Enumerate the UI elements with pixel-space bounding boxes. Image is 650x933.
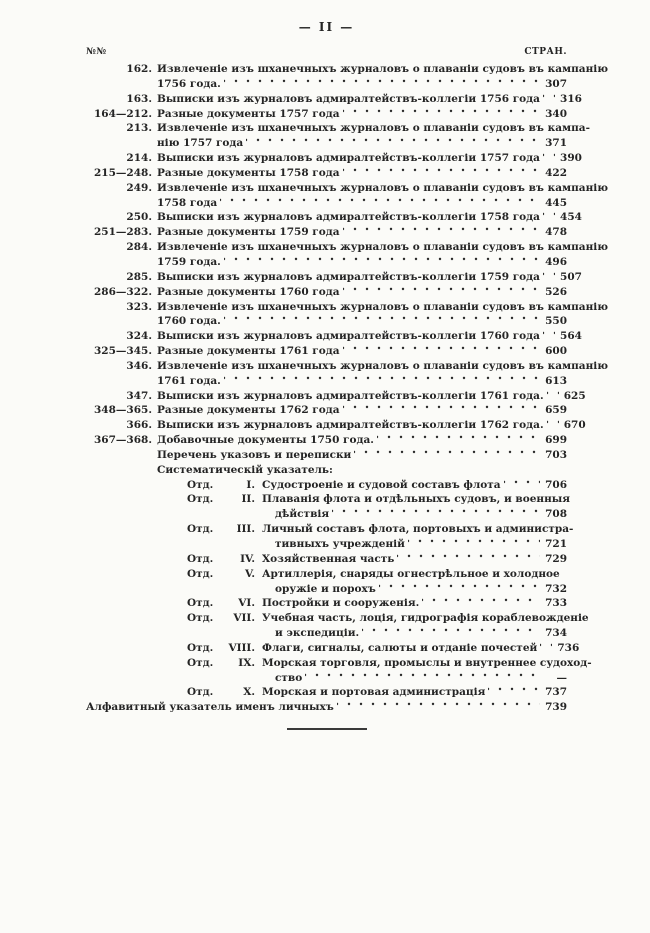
toc-entry-text: 1761 года.: [157, 374, 221, 387]
section-numeral: III.: [236, 523, 255, 536]
page-number: 703: [545, 448, 567, 461]
toc-entry-body: [157, 685, 567, 700]
toc-entry-body: [157, 121, 590, 151]
toc-entry-text: Морская торговля, промыслы и внутреннее судоход-: [262, 656, 592, 669]
toc-entry-lastline: [157, 433, 567, 448]
dot-leader: [422, 596, 540, 611]
page-number: 507: [560, 270, 582, 283]
page-number: 732: [545, 582, 567, 595]
toc-entry-number: 347.: [126, 389, 152, 402]
toc-entry-text: Разные документы 1757 года: [157, 107, 340, 120]
dot-leader: [543, 151, 555, 166]
toc-row: [86, 700, 567, 715]
toc-entry-number: 285.: [126, 270, 152, 283]
toc-entry-lastline: [157, 403, 567, 418]
toc-entry-lastline: [157, 344, 567, 359]
toc-entry-body: [157, 166, 567, 181]
toc-entry-body: [157, 329, 582, 344]
toc-entry-lastline: [157, 210, 582, 225]
toc-entry-body: [157, 478, 567, 493]
toc-entry-lastline: [157, 448, 567, 463]
dot-leader: [547, 418, 559, 433]
toc-entry-text: Выписки изъ журналовъ адмиралтействъ-коллегіи 1762 года.: [157, 419, 544, 432]
toc-section-line: [157, 492, 571, 507]
toc-row: [86, 92, 582, 107]
page-number: 454: [560, 211, 582, 224]
toc-row: [86, 478, 567, 493]
toc-row: [86, 300, 609, 330]
toc-entry-number: [86, 492, 157, 522]
toc-row: [86, 433, 567, 448]
page-number: 600: [545, 345, 567, 358]
toc-entry-number: [86, 522, 157, 552]
toc-entry-body: [157, 107, 567, 122]
end-rule: [287, 728, 367, 730]
toc-entry-text: Извлеченіе изъ шханечныхъ журналовъ о плаваніи судовъ въ кампанію: [157, 359, 609, 372]
toc-entry-text: Разные документы 1759 года: [157, 226, 340, 239]
toc-entry-body: [157, 403, 567, 418]
toc-row: [86, 121, 590, 151]
dot-leader: [224, 77, 540, 92]
toc-entry-body: [157, 270, 582, 285]
page-number: 670: [563, 419, 586, 432]
page-number: 699: [545, 434, 567, 447]
toc-row: [86, 270, 582, 285]
text-block: [86, 20, 609, 730]
toc-entry-number: 215—248.: [94, 166, 152, 179]
toc-entry-text: Флаги, сигналы, салюты и отданіе почестей: [262, 641, 538, 654]
dot-leader: [540, 641, 552, 656]
toc-entry-text: нію 1757 года: [157, 137, 244, 150]
toc-entry-body: [157, 300, 609, 330]
toc-row: [86, 463, 567, 478]
section-numeral: IX.: [238, 656, 255, 669]
page-number: 340: [545, 107, 567, 120]
page-number: 526: [545, 285, 567, 298]
section-numeral: IV.: [240, 552, 255, 565]
toc-entry-number: [86, 656, 157, 686]
section-numeral: X.: [243, 686, 255, 699]
page-number: 739: [545, 701, 567, 714]
dot-leader: [547, 389, 559, 404]
toc-list: [86, 62, 609, 715]
toc-entry-body: [157, 151, 582, 166]
toc-entry-body: [157, 596, 567, 611]
page-number: 371: [545, 137, 567, 150]
toc-entry-text: Выписки изъ журналовъ адмиралтействъ-коллегіи 1757 года: [157, 152, 540, 165]
toc-entry-number: [86, 478, 157, 493]
toc-entry-number: 163.: [126, 92, 152, 105]
toc-entry-body: [157, 389, 586, 404]
toc-entry-body: [157, 567, 567, 597]
dot-leader: [246, 136, 540, 151]
toc-entry-text: Алфавитный указатель именъ личныхъ: [86, 701, 334, 714]
toc-entry-text: Добавочные документы 1750 года.: [157, 434, 374, 447]
page-number: 316: [560, 92, 582, 105]
section-label: Отд.: [187, 493, 214, 506]
page-number: 729: [545, 552, 567, 565]
toc-row: [86, 567, 567, 597]
page-number: 390: [560, 152, 582, 165]
toc-entry-number: [86, 596, 157, 611]
section-numeral: VII.: [233, 612, 255, 625]
toc-entry-text: Извлеченіе изъ шханечныхъ журналовъ о плаваніи судовъ въ кампанію: [157, 63, 609, 75]
toc-entry-lastline: [157, 92, 582, 107]
toc-entry-body: [157, 62, 609, 92]
toc-entry-text: дѣйствія: [275, 508, 330, 521]
dot-leader: [343, 166, 540, 181]
toc-entry-text: Плаванія флота и отдѣльныхъ судовъ, и военныя: [262, 493, 571, 506]
toc-entry-text: оружіе и порохъ: [275, 582, 376, 595]
toc-entry-lastline: [157, 270, 582, 285]
toc-row: [86, 492, 571, 522]
toc-entry-lastline: [157, 136, 567, 151]
section-label: Отд.: [187, 523, 214, 536]
toc-entry-number: [86, 448, 157, 463]
section-label: Отд.: [187, 641, 214, 654]
toc-entry-body: [157, 418, 586, 433]
toc-entry-text: Выписки изъ журналовъ адмиралтействъ-коллегіи 1761 года.: [157, 389, 544, 402]
toc-entry-number: 286—322.: [94, 285, 152, 298]
page-number: 734: [545, 627, 567, 640]
dot-leader: [379, 582, 540, 597]
section-numeral: VIII.: [228, 641, 255, 654]
toc-row: [86, 344, 567, 359]
dot-leader: [504, 478, 540, 493]
toc-row: [86, 418, 586, 433]
toc-row: [86, 403, 567, 418]
toc-entry-number: 367—368.: [94, 434, 152, 447]
section-numeral: VI.: [238, 597, 255, 610]
toc-section-line: [157, 552, 567, 567]
dot-leader: [397, 552, 540, 567]
toc-entry-number: 250.: [126, 211, 152, 224]
toc-entry-text: 1756 года.: [157, 77, 221, 90]
section-numeral: II.: [241, 493, 255, 506]
dot-leader: [543, 270, 555, 285]
toc-section-line: [157, 685, 567, 700]
toc-entry-body: [157, 448, 567, 463]
toc-row: [86, 656, 592, 686]
toc-entry-body: [86, 700, 567, 715]
toc-entry-text: Выписки изъ журналовъ адмиралтействъ-коллегіи 1756 года: [157, 92, 540, 105]
toc-entry-lastline: [157, 285, 567, 300]
page-column-header: СТРАН.: [524, 47, 567, 57]
toc-section-line: [157, 626, 567, 641]
toc-row: [86, 285, 567, 300]
toc-section-line: [157, 611, 589, 626]
toc-entry-lastline: [157, 196, 567, 211]
toc-row: [86, 107, 567, 122]
toc-row: [86, 552, 567, 567]
page-number: 564: [560, 330, 582, 343]
toc-row: [86, 685, 567, 700]
page-number: 736: [557, 641, 580, 654]
toc-row: [86, 596, 567, 611]
toc-entry-text: Артиллерія, снаряды огнестрѣльное и холодное: [262, 567, 560, 580]
page-number: 478: [545, 226, 567, 239]
toc-entry-body: [157, 522, 574, 552]
page-number: 422: [545, 166, 567, 179]
toc-entry-lastline: [157, 255, 567, 270]
page-number: —: [556, 671, 567, 684]
dot-leader: [543, 210, 555, 225]
toc-entry-number: [86, 611, 157, 641]
section-label: Отд.: [187, 478, 214, 491]
dot-leader: [343, 285, 540, 300]
page-number: 708: [545, 508, 567, 521]
page-number-heading: — II —: [298, 20, 355, 34]
toc-section-line: [157, 596, 567, 611]
toc-entry-body: [157, 92, 582, 107]
toc-entry-lastline: [157, 418, 586, 433]
page-number: 659: [545, 404, 567, 417]
toc-row: [86, 225, 567, 240]
dot-leader: [332, 507, 540, 522]
toc-entry-text: Извлеченіе изъ шханечныхъ журналовъ о плаваніи судовъ въ кампа-: [157, 122, 590, 135]
toc-entry-body: [157, 656, 592, 686]
toc-row: [86, 151, 582, 166]
page-number: 613: [545, 374, 567, 387]
toc-entry-lastline: [157, 107, 567, 122]
section-numeral: I.: [246, 478, 255, 491]
toc-entry-lastline: [157, 374, 567, 389]
toc-section-line: [157, 507, 567, 522]
toc-entry-text: Перечень указовъ и переписки: [157, 448, 352, 461]
toc-entry-text: Выписки изъ журналовъ адмиралтействъ-коллегіи 1758 года: [157, 211, 540, 224]
page-number: 445: [545, 196, 567, 209]
toc-entry-body: [157, 344, 567, 359]
dot-leader: [362, 626, 540, 641]
toc-row: [86, 522, 574, 552]
toc-row: [86, 181, 609, 211]
toc-entry-body: [157, 240, 609, 270]
toc-entry-text: Извлеченіе изъ шханечныхъ журналовъ о плаваніи судовъ въ кампанію: [157, 300, 609, 313]
toc-entry-body: [157, 359, 609, 389]
toc-row: [86, 240, 609, 270]
toc-entry-lastline: [157, 151, 582, 166]
page-number: 625: [563, 389, 586, 402]
section-label: Отд.: [187, 656, 214, 669]
toc-entry-body: [157, 611, 589, 641]
toc-section-line: [157, 537, 567, 552]
toc-row: [86, 62, 609, 92]
toc-entry-number: 284.: [126, 241, 152, 254]
toc-entry-number: 213.: [126, 122, 152, 135]
toc-entry-text: Извлеченіе изъ шханечныхъ журналовъ о плаваніи судовъ въ кампанію: [157, 241, 609, 254]
section-label: Отд.: [187, 597, 214, 610]
toc-section-line: [157, 671, 567, 686]
toc-row: [86, 641, 580, 656]
toc-entry-text: Разные документы 1758 года: [157, 166, 340, 179]
toc-entry-number: 251—283.: [94, 226, 152, 239]
dot-leader: [543, 329, 555, 344]
toc-section-line: [157, 656, 592, 671]
toc-section-line: [157, 522, 574, 537]
toc-entry-body: [157, 210, 582, 225]
toc-entry-number: 325—345.: [94, 345, 152, 358]
toc-entry-number: 164—212.: [94, 107, 152, 120]
dot-leader: [337, 700, 540, 715]
toc-entry-number: 323.: [126, 300, 152, 313]
toc-row: [86, 329, 582, 344]
page-number: 496: [545, 255, 567, 268]
toc-entry-lastline: [86, 700, 567, 715]
toc-entry-text: 1759 года.: [157, 255, 221, 268]
toc-entry-body: [157, 463, 567, 478]
toc-row: [86, 389, 586, 404]
dot-leader: [408, 537, 540, 552]
page-number: 737: [545, 686, 567, 699]
toc-entry-text: Выписки изъ журналовъ адмиралтействъ-коллегіи 1759 года: [157, 270, 540, 283]
columns-header: [86, 47, 567, 57]
section-label: Отд.: [187, 686, 214, 699]
toc-entry-number: 346.: [126, 359, 152, 372]
toc-entry-text: Систематическій указатель:: [157, 463, 333, 476]
toc-entry-text: Извлеченіе изъ шханечныхъ журналовъ о плаваніи судовъ въ кампанію: [157, 181, 609, 194]
section-numeral: V.: [245, 567, 255, 580]
toc-entry-number: [86, 552, 157, 567]
dot-leader: [305, 671, 540, 686]
toc-entry-lastline: [157, 166, 567, 181]
toc-entry-text: Учебная часть, лоція, гидрографія кораблевожденіе: [262, 612, 589, 625]
page-number: 307: [545, 77, 567, 90]
toc-entry-number: 348—365.: [94, 404, 152, 417]
toc-row: [86, 448, 567, 463]
toc-section-line: [157, 567, 567, 582]
toc-section-line: [157, 641, 580, 656]
toc-row: [86, 611, 589, 641]
toc-entry-lastline: [157, 329, 582, 344]
toc-section-line: [157, 478, 567, 493]
page-number: 733: [545, 597, 567, 610]
toc-entry-body: [157, 552, 567, 567]
toc-entry-body: [157, 225, 567, 240]
section-label: Отд.: [187, 567, 214, 580]
section-label: Отд.: [187, 612, 214, 625]
dot-leader: [488, 685, 540, 700]
toc-entry-body: [157, 492, 571, 522]
toc-entry-number: 366.: [126, 419, 152, 432]
toc-entry-number: 249.: [126, 181, 152, 194]
toc-entry-number: 162.: [126, 63, 152, 75]
dot-leader: [354, 448, 540, 463]
toc-entry-body: [157, 433, 567, 448]
toc-entry-lastline: [157, 77, 567, 92]
toc-entry-number: 214.: [126, 152, 152, 165]
toc-entry-text: и экспедиціи.: [275, 627, 360, 640]
toc-entry-number: [86, 463, 157, 478]
dot-leader: [377, 433, 540, 448]
toc-entry-text: 1758 года: [157, 196, 218, 209]
dot-leader: [224, 314, 540, 329]
toc-entry-text: Постройки и сооруженія.: [262, 597, 420, 610]
toc-row: [86, 166, 567, 181]
toc-row: [86, 210, 582, 225]
toc-entry-number: 324.: [126, 330, 152, 343]
dot-leader: [220, 196, 540, 211]
toc-entry-number: [86, 641, 157, 656]
toc-entry-number: [86, 685, 157, 700]
section-label: Отд.: [187, 552, 214, 565]
toc-entry-text: Судостроеніе и судовой составъ флота: [262, 478, 501, 491]
dot-leader: [343, 403, 540, 418]
toc-entry-lastline: [157, 225, 567, 240]
toc-entry-text: Разные документы 1761 года: [157, 345, 340, 358]
toc-row: [86, 359, 609, 389]
dot-leader: [343, 107, 540, 122]
toc-entry-text: Личный составъ флота, портовыхъ и администра-: [262, 523, 574, 536]
toc-entry-body: [157, 641, 580, 656]
toc-entry-text: Морская и портовая администрація: [262, 686, 486, 699]
toc-entry-text: Разные документы 1762 года: [157, 404, 340, 417]
toc-entry-body: [157, 285, 567, 300]
toc-entry-lastline: [157, 463, 567, 478]
page-number: 721: [545, 538, 567, 550]
dot-leader: [343, 344, 540, 359]
page-number: 706: [545, 478, 567, 491]
dot-leader: [343, 225, 540, 240]
dot-leader: [224, 255, 540, 270]
dot-leader: [543, 92, 555, 107]
toc-entry-text: 1760 года.: [157, 315, 221, 328]
toc-entry-lastline: [157, 389, 586, 404]
dot-leader: [224, 374, 540, 389]
toc-entry-body: [157, 181, 609, 211]
toc-entry-text: Выписки изъ журналовъ адмиралтействъ-коллегіи 1760 года: [157, 330, 540, 343]
toc-entry-lastline: [157, 314, 567, 329]
toc-entry-text: Хозяйственная часть: [262, 552, 395, 565]
page-number: 550: [545, 315, 567, 328]
toc-entry-number: [86, 567, 157, 597]
toc-section-line: [157, 582, 567, 597]
toc-entry-text: Разные документы 1760 года: [157, 285, 340, 298]
toc-entry-text: ство: [275, 671, 303, 684]
toc-entry-text: тивныхъ учрежденій: [275, 538, 405, 550]
number-column-header: №№: [86, 47, 107, 57]
